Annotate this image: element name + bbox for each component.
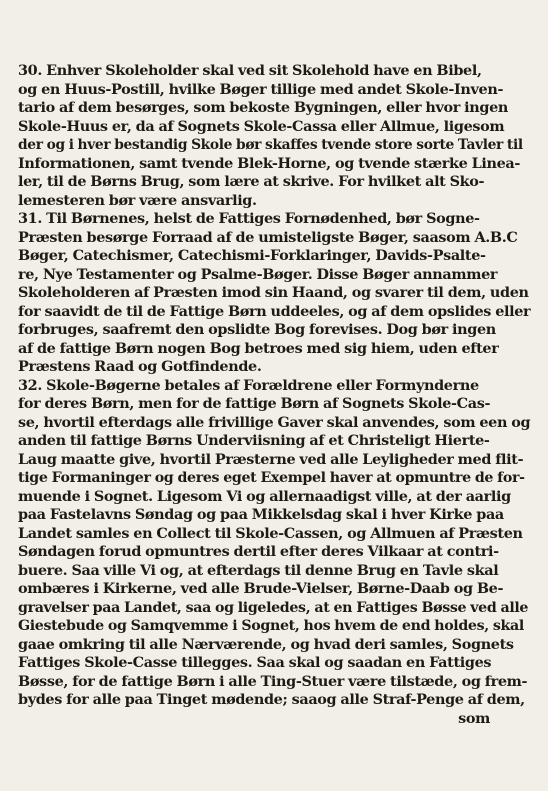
text-line: Bøger, Catechismer, Catechismi-Forklaringer, Davids-Psalte- bbox=[18, 247, 486, 264]
text-line: buere. Saa ville Vi og, at efterdags til denne Brug en Tavle skal bbox=[18, 561, 499, 579]
text-line: 31. Til Børnenes, helst de Fattiges Fornødenhed, bør Sogne- bbox=[18, 210, 480, 227]
text-line: Søndagen forud opmuntres dertil efter deres Vilkaar at contri- bbox=[18, 543, 499, 560]
text-line: Informationen, samt tvende Blek-Horne, og tvende stærke Linea- bbox=[18, 154, 520, 172]
text-line: Skole-Huus er, da af Sognets Skole-Cassa eller Allmue, ligesom bbox=[18, 117, 505, 135]
text-line: af de fattige Børn nogen Bog betroes med sig hiem, uden efter bbox=[18, 339, 499, 357]
body-text bbox=[18, 62, 530, 728]
text-line: tige Formaninger og deres eget Exempel haver at opmuntre de for- bbox=[18, 470, 525, 486]
text-line: anden til fattige Børns Underviisning af et Christeligt Hierte- bbox=[18, 432, 490, 449]
catchword: som bbox=[458, 709, 490, 727]
text-line: der og i hver bestandig Skole bør skaffes tvende store sorte Tavler til bbox=[18, 137, 523, 153]
text-line: Præsten besørge Forraad af de umisteligste Bøger, saasom A.B.C bbox=[18, 228, 518, 246]
text-line: 32. Skole-Bøgerne betales af Forældrene eller Formynderne bbox=[18, 376, 479, 394]
text-line: lemesteren bør være ansvarlig. bbox=[18, 191, 257, 209]
text-line: Skoleholderen af Præsten imod sin Haand, og svarer til dem, uden bbox=[18, 284, 529, 301]
text-line: muende i Sognet. Ligesom Vi og allernaadigst ville, at der aarlig bbox=[18, 487, 511, 505]
text-line: Fattiges Skole-Casse tillegges. Saa skal og saadan en Fattiges bbox=[18, 654, 492, 671]
text-line: gravelser paa Landet, saa og ligeledes, at en Fattiges Bøsse ved alle bbox=[18, 599, 529, 616]
text-line: re, Nye Testamenter og Psalme-Bøger. Disse Bøger annammer bbox=[18, 265, 498, 283]
text-line: forbruges, saafremt den opslidte Bog forevises. Dog bør ingen bbox=[18, 321, 496, 338]
text-line: paa Fastelavns Søndag og paa Mikkelsdag skal i hver Kirke paa bbox=[18, 506, 504, 523]
text-line: Giestebude og Samqvemme i Sognet, hos hvem de end holdes, skal bbox=[18, 618, 524, 634]
text-line: ombæres i Kirkerne, ved alle Brude-Vielser, Børne-Daab og Be- bbox=[18, 580, 504, 597]
text-line: bydes for alle paa Tinget mødende; saaog alle Straf-Penge af dem, bbox=[18, 691, 525, 708]
text-line: for deres Børn, men for de fattige Børn af Sognets Skole-Cas- bbox=[18, 395, 491, 412]
text-line: tario af dem besørges, som bekoste Bygningen, eller hvor ingen bbox=[18, 99, 509, 116]
text-line: Præstens Raad og Gotfindende. bbox=[18, 358, 262, 375]
text-line: for saavidt de til de Fattige Børn uddeeles, og af dem opslides eller bbox=[18, 302, 531, 320]
text-line: Bøsse, for de fattige Børn i alle Ting-Stuer være tilstæde, og frem- bbox=[18, 672, 528, 690]
text-line: Landet samles en Collect til Skole-Cassen, og Allmuen af Præsten bbox=[18, 524, 523, 542]
text-line: se, hvortil efterdags alle frivillige Gaver skal anvendes, som een og bbox=[18, 413, 531, 431]
text-line: og en Huus-Postill, hvilke Bøger tillige med andet Skole-Inven- bbox=[18, 80, 504, 98]
text-line: gaae omkring til alle Nærværende, og hvad deri samles, Sognets bbox=[18, 635, 514, 653]
text-line: 30. Enhver Skoleholder skal ved sit Skolehold have en Bibel, bbox=[18, 62, 482, 79]
text-line: ler, til de Børns Brug, som lære at skrive. For hvilket alt Sko- bbox=[18, 173, 485, 190]
text-line: Laug maatte give, hvortil Præsterne ved alle Leyligheder med flit- bbox=[18, 450, 524, 468]
